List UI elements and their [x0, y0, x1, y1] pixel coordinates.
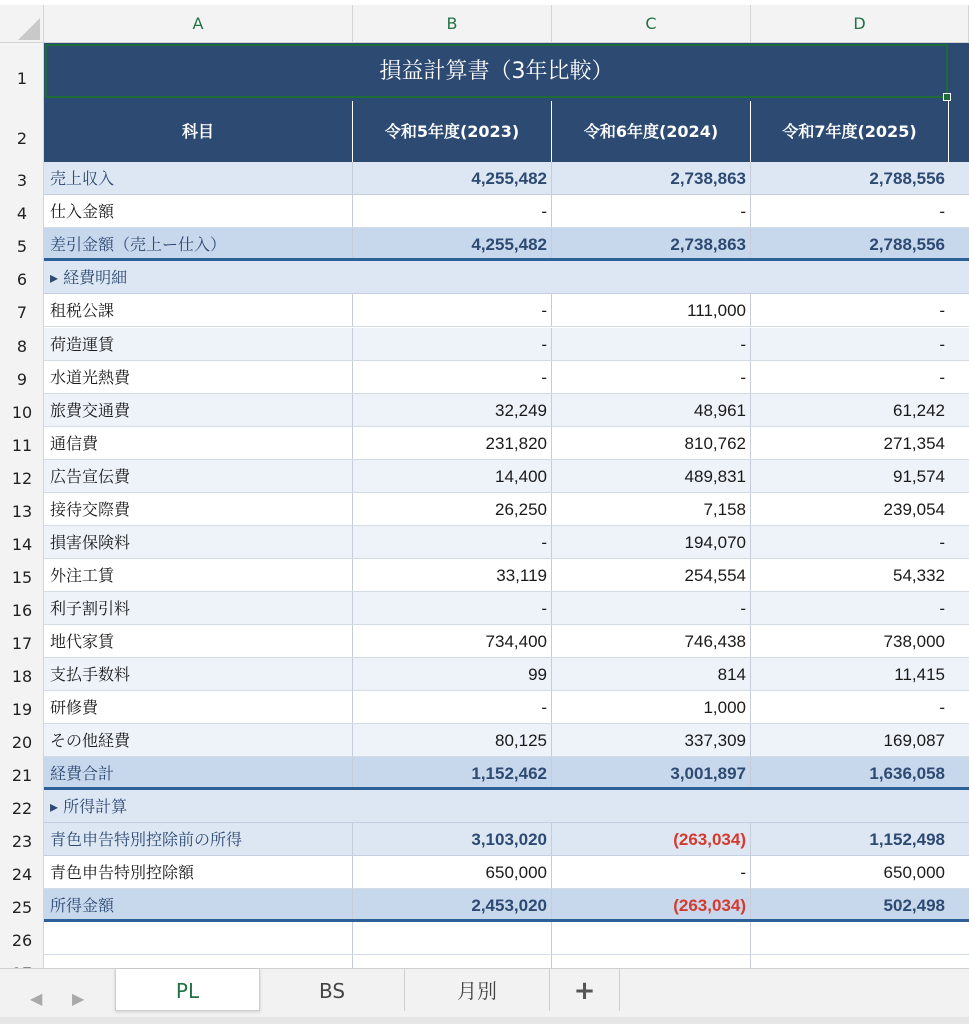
sheet-tab-monthly[interactable]: 月別: [405, 969, 550, 1011]
row-number[interactable]: 15: [11, 568, 33, 587]
account-label-cell[interactable]: 売上収入: [44, 162, 353, 194]
sheet-grid[interactable]: [44, 43, 969, 968]
value-cell-c[interactable]: 48,961: [552, 394, 751, 426]
value-cell-b[interactable]: -: [353, 195, 552, 227]
value-cell-b[interactable]: 26,250: [353, 493, 552, 525]
table-row[interactable]: [44, 460, 969, 493]
value-cell-d[interactable]: -: [939, 335, 945, 354]
value-cell-c[interactable]: (263,034): [552, 889, 751, 919]
value-cell-d[interactable]: 11,415: [894, 665, 945, 684]
value-cell-d[interactable]: 239,054: [883, 500, 945, 519]
row-number[interactable]: 25: [11, 898, 33, 917]
row-number[interactable]: 9: [16, 370, 28, 389]
value-cell-c[interactable]: 3,001,897: [552, 757, 751, 787]
value-cell-d[interactable]: 650,000: [883, 863, 945, 882]
add-sheet-button[interactable]: +: [550, 969, 620, 1011]
row-number[interactable]: 16: [11, 601, 33, 620]
row-number[interactable]: 7: [16, 303, 28, 322]
select-all-corner[interactable]: [0, 5, 44, 43]
total-row[interactable]: [44, 757, 969, 790]
row-number[interactable]: 8: [16, 337, 28, 356]
account-label-cell[interactable]: 外注工賃: [44, 559, 353, 591]
row-number[interactable]: 11: [11, 436, 33, 455]
header-subject[interactable]: 科目: [44, 101, 353, 162]
total-row[interactable]: [44, 889, 969, 922]
empty-cell[interactable]: [353, 922, 552, 954]
account-label-cell[interactable]: ▸ 経費明細: [50, 268, 128, 287]
value-cell-d[interactable]: -: [939, 368, 945, 387]
value-cell-b[interactable]: 734,400: [353, 625, 552, 657]
value-cell-d[interactable]: 738,000: [883, 632, 945, 651]
table-row[interactable]: [44, 526, 969, 559]
table-row[interactable]: [44, 691, 969, 724]
value-cell-d[interactable]: -: [939, 533, 945, 552]
value-cell-c[interactable]: 254,554: [552, 559, 751, 591]
value-cell-d[interactable]: 2,788,556: [869, 235, 945, 254]
value-cell-c[interactable]: 111,000: [552, 294, 751, 326]
title-row[interactable]: [44, 43, 969, 101]
table-row[interactable]: [44, 625, 969, 658]
row-number[interactable]: 19: [11, 700, 33, 719]
row-header-bar: [0, 43, 44, 968]
row-number[interactable]: 14: [11, 535, 33, 554]
value-cell-c[interactable]: -: [552, 592, 751, 624]
row-number[interactable]: 2: [16, 129, 28, 148]
value-cell-b[interactable]: 4,255,482: [353, 228, 552, 258]
row-number[interactable]: 10: [11, 403, 33, 422]
section-header-row[interactable]: [44, 261, 969, 294]
account-label-cell[interactable]: 差引金額（売上ー仕入）: [44, 228, 353, 258]
value-cell-b[interactable]: -: [353, 328, 552, 360]
table-row[interactable]: [44, 592, 969, 625]
account-label-cell[interactable]: 利子割引料: [44, 592, 353, 624]
column-header-d[interactable]: D: [751, 5, 969, 43]
value-cell-b[interactable]: 231,820: [353, 427, 552, 459]
account-label-cell[interactable]: ▸ 所得計算: [50, 797, 128, 816]
row-number[interactable]: 22: [11, 799, 33, 818]
value-cell-c[interactable]: 2,738,863: [552, 162, 751, 194]
selected-cell-border: [45, 44, 948, 98]
value-cell-c[interactable]: 1,000: [552, 691, 751, 723]
header-fy2024[interactable]: 令和6年度(2024): [552, 101, 751, 162]
table-row[interactable]: [44, 823, 969, 856]
row-number[interactable]: 4: [16, 204, 28, 223]
account-label-cell[interactable]: 損害保険料: [44, 526, 353, 558]
next-sheet-icon[interactable]: ▶: [72, 989, 85, 1008]
header-fy2023[interactable]: 令和5年度(2023): [353, 101, 552, 162]
account-label-cell[interactable]: 青色申告特別控除前の所得: [44, 823, 353, 855]
section-header-row[interactable]: [44, 790, 969, 823]
row-number[interactable]: 17: [11, 634, 33, 653]
value-cell-d[interactable]: 2,788,556: [869, 169, 945, 188]
sheet-title[interactable]: 損益計算書（3年比較）: [379, 59, 614, 84]
account-label-cell[interactable]: 研修費: [44, 691, 353, 723]
row-number[interactable]: 20: [11, 733, 33, 752]
table-row[interactable]: [44, 658, 969, 691]
value-cell-b[interactable]: -: [353, 294, 552, 326]
value-cell-c[interactable]: -: [552, 195, 751, 227]
value-cell-d[interactable]: 91,574: [893, 467, 945, 486]
account-label-cell[interactable]: その他経費: [44, 724, 353, 756]
value-cell-b[interactable]: -: [353, 691, 552, 723]
account-label-cell[interactable]: 広告宣伝費: [44, 460, 353, 492]
table-row[interactable]: [44, 427, 969, 460]
value-cell-b[interactable]: 32,249: [353, 394, 552, 426]
row-number[interactable]: 18: [11, 667, 33, 686]
account-label-cell[interactable]: 水道光熱費: [44, 361, 353, 393]
value-cell-c[interactable]: -: [552, 328, 751, 360]
value-cell-d[interactable]: 54,332: [893, 566, 945, 585]
status-strip: [0, 1017, 969, 1024]
value-cell-d[interactable]: 271,354: [883, 434, 945, 453]
value-cell-c[interactable]: 810,762: [552, 427, 751, 459]
account-label-cell[interactable]: 経費合計: [44, 757, 353, 787]
row-number[interactable]: 26: [11, 931, 33, 950]
table-row[interactable]: [44, 724, 969, 757]
row-number[interactable]: 1: [16, 69, 28, 88]
header-fy2025[interactable]: 令和7年度(2025): [751, 101, 949, 162]
value-cell-b[interactable]: 650,000: [353, 856, 552, 888]
empty-cell[interactable]: [44, 922, 353, 954]
value-cell-d[interactable]: 169,087: [883, 731, 945, 750]
value-cell-d[interactable]: -: [939, 698, 945, 717]
account-label-cell[interactable]: 仕入金額: [44, 195, 353, 227]
account-label-cell[interactable]: 青色申告特別控除額: [44, 856, 353, 888]
value-cell-d[interactable]: -: [939, 599, 945, 618]
value-cell-b[interactable]: 2,453,020: [353, 889, 552, 919]
value-cell-b[interactable]: 14,400: [353, 460, 552, 492]
column-header-c[interactable]: C: [552, 5, 751, 43]
table-row[interactable]: [44, 856, 969, 889]
value-cell-c[interactable]: 489,831: [552, 460, 751, 492]
account-label-cell[interactable]: 地代家賃: [44, 625, 353, 657]
row-number[interactable]: 24: [11, 865, 33, 884]
empty-cell[interactable]: [552, 922, 751, 954]
column-header-b[interactable]: B: [353, 5, 552, 43]
value-cell-c[interactable]: 7,158: [552, 493, 751, 525]
row-number[interactable]: 6: [16, 270, 28, 289]
value-cell-b[interactable]: 1,152,462: [353, 757, 552, 787]
value-cell-d[interactable]: -: [939, 301, 945, 320]
table-row[interactable]: [44, 328, 969, 361]
value-cell-c[interactable]: -: [552, 856, 751, 888]
table-row[interactable]: [44, 361, 969, 394]
value-cell-d[interactable]: 61,242: [893, 401, 945, 420]
value-cell-b[interactable]: -: [353, 526, 552, 558]
account-label-cell[interactable]: 荷造運賃: [44, 328, 353, 360]
row-number[interactable]: 5: [16, 237, 28, 256]
account-label-cell[interactable]: 所得金額: [44, 889, 353, 919]
header-row: [44, 101, 969, 162]
table-row[interactable]: [44, 559, 969, 592]
value-cell-b[interactable]: 80,125: [353, 724, 552, 756]
column-header-bar: [0, 5, 969, 43]
value-cell-d[interactable]: 1,152,498: [869, 830, 945, 849]
sheet-tab-bs[interactable]: BS: [260, 969, 405, 1011]
sheet-tab-pl[interactable]: PL: [115, 969, 260, 1011]
row-number[interactable]: 13: [11, 502, 33, 521]
account-label-cell[interactable]: 通信費: [44, 427, 353, 459]
prev-sheet-icon[interactable]: ◀: [30, 989, 43, 1008]
table-row[interactable]: [44, 294, 969, 327]
table-row[interactable]: [44, 195, 969, 228]
account-label-cell[interactable]: 租税公課: [44, 294, 353, 326]
sheet-tab-bar: [0, 968, 969, 1024]
value-cell-d[interactable]: 502,498: [883, 896, 945, 915]
fill-handle[interactable]: [943, 93, 951, 101]
account-label-cell[interactable]: 支払手数料: [44, 658, 353, 690]
value-cell-c[interactable]: 746,438: [552, 625, 751, 657]
value-cell-c[interactable]: 814: [552, 658, 751, 690]
value-cell-b[interactable]: 33,119: [353, 559, 552, 591]
value-cell-c[interactable]: (263,034): [552, 823, 751, 855]
value-cell-b[interactable]: 3,103,020: [353, 823, 552, 855]
value-cell-c[interactable]: 337,309: [552, 724, 751, 756]
value-cell-d[interactable]: -: [939, 202, 945, 221]
value-cell-b[interactable]: 4,255,482: [353, 162, 552, 194]
total-row[interactable]: [44, 228, 969, 261]
value-cell-b[interactable]: -: [353, 592, 552, 624]
value-cell-c[interactable]: 2,738,863: [552, 228, 751, 258]
row-number[interactable]: 23: [11, 832, 33, 851]
value-cell-b[interactable]: -: [353, 361, 552, 393]
value-cell-c[interactable]: 194,070: [552, 526, 751, 558]
value-cell-c[interactable]: -: [552, 361, 751, 393]
value-cell-d[interactable]: 1,636,058: [869, 764, 945, 783]
table-row[interactable]: [44, 162, 969, 195]
account-label-cell[interactable]: 旅費交通費: [44, 394, 353, 426]
row-number[interactable]: 3: [16, 171, 28, 190]
column-header-a[interactable]: A: [44, 5, 353, 43]
row-number[interactable]: 21: [11, 766, 33, 785]
value-cell-b[interactable]: 99: [353, 658, 552, 690]
account-label-cell[interactable]: 接待交際費: [44, 493, 353, 525]
row-number[interactable]: 12: [11, 469, 33, 488]
table-row[interactable]: [44, 493, 969, 526]
table-row[interactable]: [44, 394, 969, 427]
empty-row[interactable]: [44, 922, 969, 955]
empty-cell[interactable]: [751, 922, 949, 954]
